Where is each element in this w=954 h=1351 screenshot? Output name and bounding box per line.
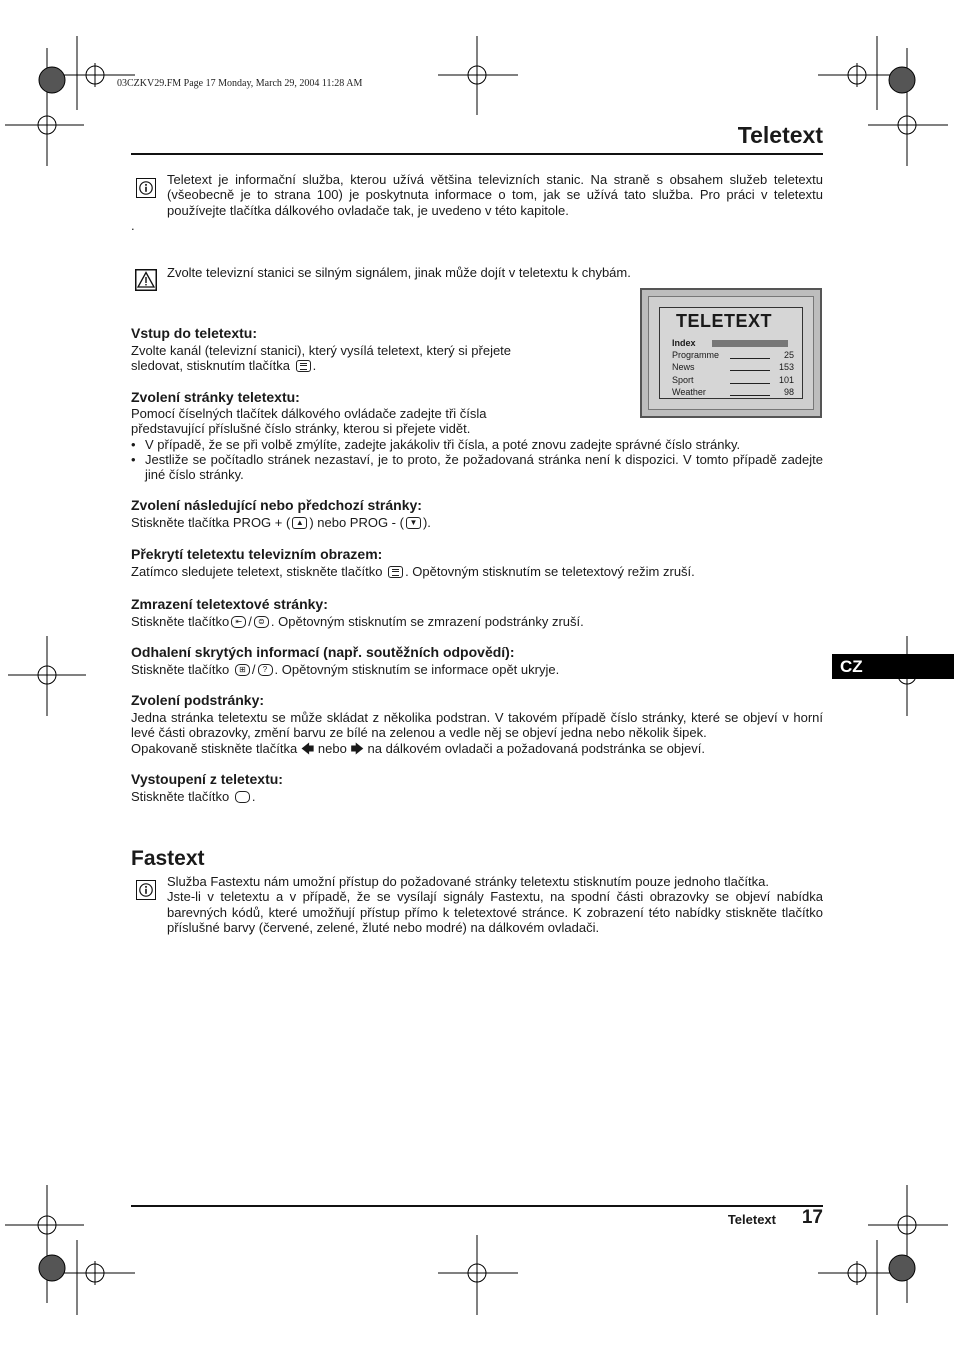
text-span: ) nebo PROG - (: [309, 515, 404, 530]
reveal-button-icon: ⊞: [235, 664, 250, 676]
section-text-next-prev: [131, 515, 431, 530]
section-text-hold: [131, 614, 584, 629]
info-icon: [136, 880, 156, 900]
fastext-text: [167, 874, 823, 935]
section-heading-hold: Zmrazení teletextové stránky:: [131, 596, 328, 612]
text-span: nebo: [317, 740, 347, 756]
page-down-button-icon: ▼: [406, 517, 421, 529]
text-span: sledovat, stisknutím tlačítka: [131, 358, 290, 374]
teletext-row-number: 98: [783, 387, 794, 397]
text-line: Zvolte kanál (televizní stanici), který vysílá teletext, který si přejete: [131, 343, 512, 358]
text-line: Pomocí číselných tlačítek dálkového ovládače zadejte tři čísla: [131, 406, 487, 421]
text-span: .: [312, 358, 317, 374]
warning-text: Zvolte televizní stanici se silným signálem, jinak může dojít v teletextu k chybám.: [167, 265, 631, 280]
stray-dot: .: [131, 218, 135, 233]
section-heading-subpage: Zvolení podstránky:: [131, 692, 265, 708]
teletext-index-label: Index: [672, 338, 696, 348]
section-heading-next-prev: Zvolení následující nebo předchozí stránky:: [131, 497, 422, 513]
text-span: Stiskněte tlačítka PROG + (: [131, 515, 291, 530]
bullet-list: [131, 437, 823, 483]
title-divider: [131, 153, 823, 155]
section-heading-enter: Vstup do teletextu:: [131, 325, 258, 341]
teletext-button-icon: [388, 566, 403, 578]
exit-button-icon: [235, 791, 250, 803]
text-span: /: [251, 662, 256, 677]
text-span: . Opětovným stisknutím se informace opět ukryje.: [274, 662, 560, 677]
teletext-row: [672, 350, 794, 361]
teletext-row-number: 101: [778, 375, 794, 385]
section-text-enter: [131, 343, 611, 374]
question-button-icon: ?: [258, 664, 273, 676]
text-span: /: [248, 614, 252, 629]
teletext-row-label: Programme: [672, 350, 720, 360]
text-line: představující příslušné číslo stránky, kterou si přejete vidět.: [131, 421, 471, 437]
teletext-row-number: 153: [778, 362, 794, 372]
teletext-row: [672, 375, 794, 386]
section-text-subpage: [131, 710, 823, 756]
fastext-title: Fastext: [131, 847, 205, 870]
page-number: 17: [801, 1207, 823, 1228]
text-span: Opakovaně stiskněte tlačítka: [131, 740, 298, 756]
section-heading-exit: Vystoupení z teletextu:: [131, 771, 283, 787]
teletext-screen-title: TELETEXT: [676, 311, 773, 331]
teletext-index-highlight: [712, 340, 788, 347]
text-line: [131, 741, 823, 756]
teletext-row: [672, 387, 794, 398]
text-span: ).: [422, 515, 431, 530]
text-line: Jedna stránka teletextu se může skládat z několika podstran. V takovém případě číslo stránky, které se objeví v horní levé části obrazovky, změní barvu ze bílé na zelenou a vedle něj se objeví jedna nebo několik šipek.: [131, 710, 823, 741]
hold-alt-button-icon: ⊜: [254, 616, 269, 628]
text-paragraph: Jste-li v teletextu a v případě, že se vysílají signály Fastextu, na spodní části obrazovky se objeví nabídka barevných kódů, které umožňují přístup přímo k teletextové stránce. K zobrazení této nabídky stiskněte tlačítko příslušné barvy (červené, zelené, žluté nebo modré) na dálkovém ovladači.: [167, 889, 823, 935]
section-text-select-page: [131, 406, 823, 482]
text-paragraph: Služba Fastextu nám umožní přístup do požadované stránky teletextu stisknutím pouze jednoho tlačítka.: [167, 874, 769, 889]
text-span: Stiskněte tlačítko: [131, 614, 230, 629]
footer-divider: [131, 1205, 823, 1207]
list-item: • Jestliže se počítadlo stránek nezastaví, je to proto, že požadovaná stránka není k dispozici. V tomto případě zadejte jiné číslo stránky.: [131, 452, 823, 483]
print-header: 03CZKV29.FM Page 17 Monday, March 29, 2004 11:28 AM: [117, 78, 363, 89]
text-span: Stiskněte tlačítko: [131, 662, 230, 677]
text-span: Stiskněte tlačítko: [131, 789, 230, 804]
teletext-index-row: [672, 338, 794, 349]
arrow-left-icon: 🡄: [300, 740, 315, 756]
teletext-row-label: Weather: [672, 387, 706, 397]
teletext-button-icon: [296, 360, 311, 372]
teletext-row-number: 25: [783, 350, 794, 360]
text-span: . Opětovným stisknutím se zmrazení podstránky zruší.: [270, 614, 584, 629]
arrow-right-icon: 🡆: [350, 740, 364, 756]
warning-icon: [135, 269, 157, 291]
section-text-exit: [131, 789, 256, 804]
text-span: na dálkovém ovladači a požadovaná podstránka se objeví.: [367, 740, 705, 756]
section-heading-select-page: Zvolení stránky teletextu:: [131, 389, 300, 405]
info-icon: [136, 178, 156, 198]
teletext-row-label: Sport: [672, 375, 694, 385]
text-span: . Opětovným stisknutím se teletextový režim zruší.: [405, 564, 695, 579]
hold-button-icon: ⇤: [231, 616, 246, 628]
section-heading-overlay: Překrytí teletextu televizním obrazem:: [131, 546, 383, 562]
section-text-reveal: [131, 662, 559, 677]
section-heading-reveal: Odhalení skrytých informací (např. soutěžních odpovědí):: [131, 644, 515, 660]
teletext-row: [672, 362, 794, 373]
teletext-screen-illustration: [640, 288, 822, 418]
section-text-overlay: [131, 564, 695, 579]
intro-text: Teletext je informační služba, kterou užívá většina televizních stanic. Na straně s obsahem služeb teletextu (všeobecně je to strana 100) je poskytnuta informace o tom, jak se užívá tato služba. Pro práci v teletextu používejte tlačítka dálkového ovladače tak, je uvedeno v této kapitole.: [167, 172, 823, 218]
teletext-row-label: News: [672, 362, 695, 372]
list-item: • V případě, že se při volbě zmýlíte, zadejte jakákoliv tři čísla, a poté znovu zadejte správné číslo stránky.: [131, 437, 823, 452]
text-span: Zatímco sledujete teletext, stiskněte tlačítko: [131, 564, 383, 579]
page-up-button-icon: ▲: [292, 517, 307, 529]
text-span: .: [251, 789, 256, 804]
text-line: [131, 358, 611, 373]
footer-section-label: Teletext: [727, 1212, 776, 1227]
page-title: Teletext: [737, 122, 823, 148]
language-tab: CZ: [832, 654, 954, 679]
